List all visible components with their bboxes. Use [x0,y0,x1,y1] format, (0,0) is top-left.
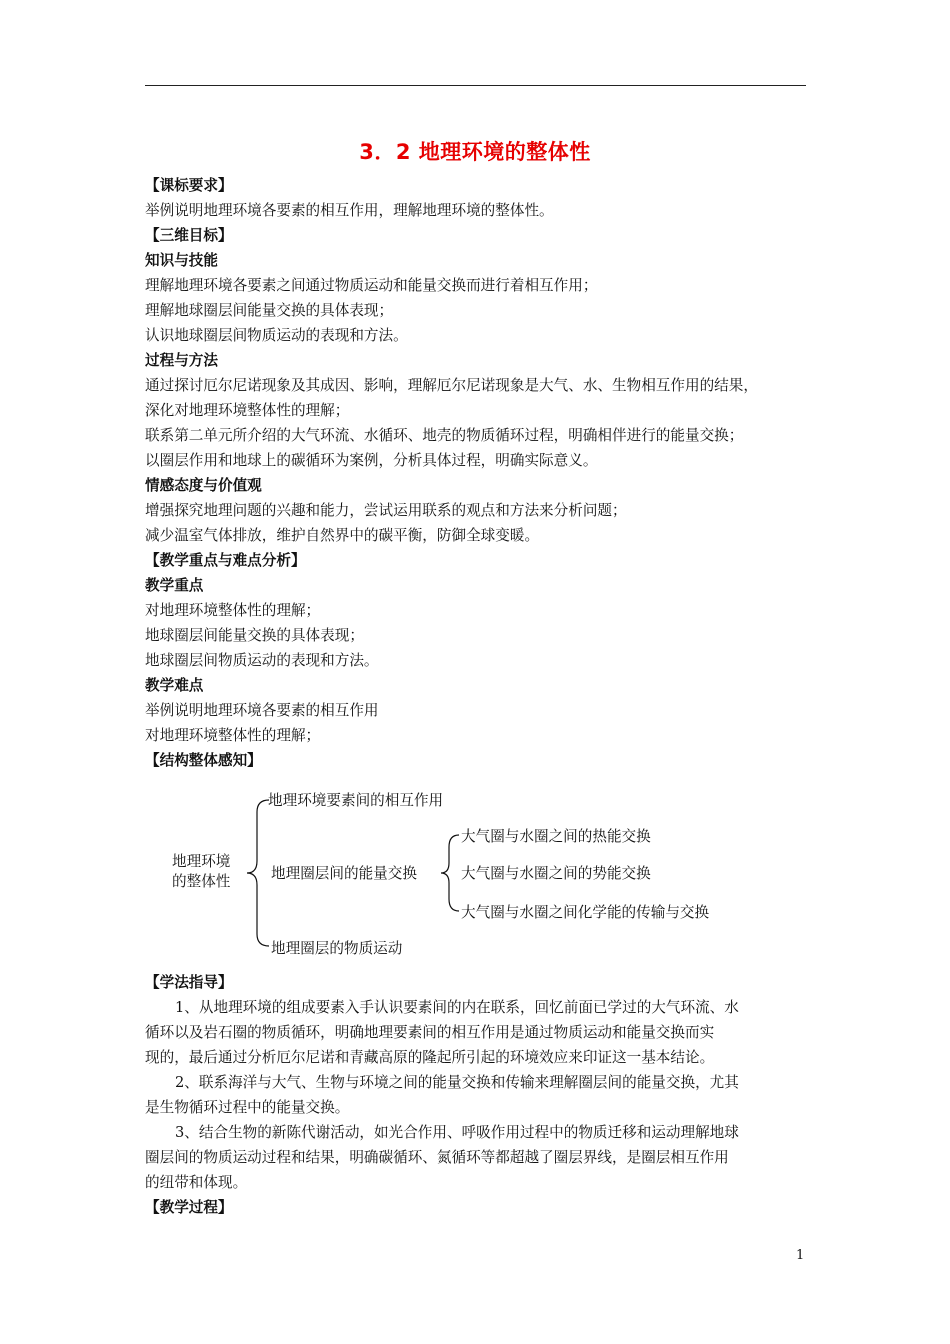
section-heading-teaching-process: 【教学过程】 [145,1199,233,1216]
guide-3-line-1: 3、结合生物的新陈代谢活动，如光合作用、呼吸作用过程中的物质迁移和运动理解地球 [175,1124,739,1141]
diagram-root-line1: 地理环境 [172,853,231,870]
diagram-sub-potential: 大气圈与水圈之间的势能交换 [461,865,651,882]
page-title: 3．2 地理环境的整体性 [359,140,591,164]
sub-brace [441,835,459,911]
difficulty-item-2: 对地理环境整体性的理解； [145,727,321,744]
guide-3-line-2: 圈层间的物质运动过程和结果，明确碳循环、氮循环等都超越了圈层界线，是圈层相互作用 [145,1149,729,1166]
guide-2-line-1: 2、联系海洋与大气、生物与环境之间的能量交换和传输来理解圈层间的能量交换，尤其 [175,1074,739,1091]
process-item-3: 以圈层作用和地球上的碳循环为案例，分析具体过程，明确实际意义。 [145,452,598,469]
header-rule [145,85,806,86]
process-item-1a: 通过探讨厄尔尼诺现象及其成因、影响，理解厄尔尼诺现象是大气、水、生物相互作用的结果， [145,377,758,394]
attitude-item-2: 减少温室气体排放，维护自然界中的碳平衡，防御全球变暖。 [145,527,540,544]
guide-3-line-3: 的纽带和体现。 [145,1174,248,1191]
subheading-process: 过程与方法 [145,352,218,369]
diagram-sub-heat: 大气圈与水圈之间的热能交换 [461,828,651,845]
focus-item-2: 地球圈层间能量交换的具体表现； [145,627,364,644]
attitude-item-1: 增强探究地理问题的兴趣和能力，尝试运用联系的观点和方法来分析问题； [145,502,627,519]
structure-diagram [145,785,806,965]
subheading-attitude: 情感态度与价值观 [145,477,262,494]
guide-1-line-2: 循环以及岩石圈的物质循环，明确地理要素间的相互作用是通过物质运动和能量交换而实 [145,1024,715,1041]
knowledge-item-1: 理解地理环境各要素之间通过物质运动和能量交换而进行着相互作用； [145,277,598,294]
difficulty-item-1: 举例说明地理环境各要素的相互作用 [145,702,379,719]
diagram-root-line2: 的整体性 [172,873,231,890]
diagram-sub-chemical: 大气圈与水圈之间化学能的传输与交换 [461,904,710,921]
focus-item-3: 地球圈层间物质运动的表现和方法。 [145,652,379,669]
main-brace [247,800,269,946]
diagram-branch-matter: 地理圈层的物质运动 [271,940,403,957]
knowledge-item-3: 认识地球圈层间物质运动的表现和方法。 [145,327,408,344]
diagram-branch-energy: 地理圈层间的能量交换 [271,865,417,882]
guide-1-line-3: 现的，最后通过分析厄尔尼诺和青藏高原的隆起所引起的环境效应来印证这一基本结论。 [145,1049,715,1066]
subheading-difficulty: 教学难点 [145,677,204,694]
curriculum-text: 举例说明地理环境各要素的相互作用，理解地理环境的整体性。 [145,202,554,219]
subheading-knowledge: 知识与技能 [145,252,218,269]
process-item-2: 联系第二单元所介绍的大气环流、水循环、地壳的物质循环过程，明确相伴进行的能量交换； [145,427,744,444]
subheading-teaching-focus: 教学重点 [145,577,204,594]
guide-2-line-2: 是生物循环过程中的能量交换。 [145,1099,350,1116]
knowledge-item-2: 理解地球圈层间能量交换的具体表现； [145,302,394,319]
process-item-1b: 深化对地理环境整体性的理解； [145,402,350,419]
focus-item-1: 对地理环境整体性的理解； [145,602,321,619]
section-heading-structure: 【结构整体感知】 [145,752,262,769]
section-heading-objectives: 【三维目标】 [145,227,233,244]
guide-1-line-1: 1、从地理环境的组成要素入手认识要素间的内在联系，回忆前面已学过的大气环流、水 [175,999,739,1016]
section-heading-key-points: 【教学重点与难点分析】 [145,552,306,569]
section-heading-curriculum: 【课标要求】 [145,177,233,194]
page-number: 1 [796,1248,805,1263]
section-heading-study-guide: 【学法指导】 [145,974,233,991]
diagram-branch-interaction: 地理环境要素间的相互作用 [268,792,444,809]
